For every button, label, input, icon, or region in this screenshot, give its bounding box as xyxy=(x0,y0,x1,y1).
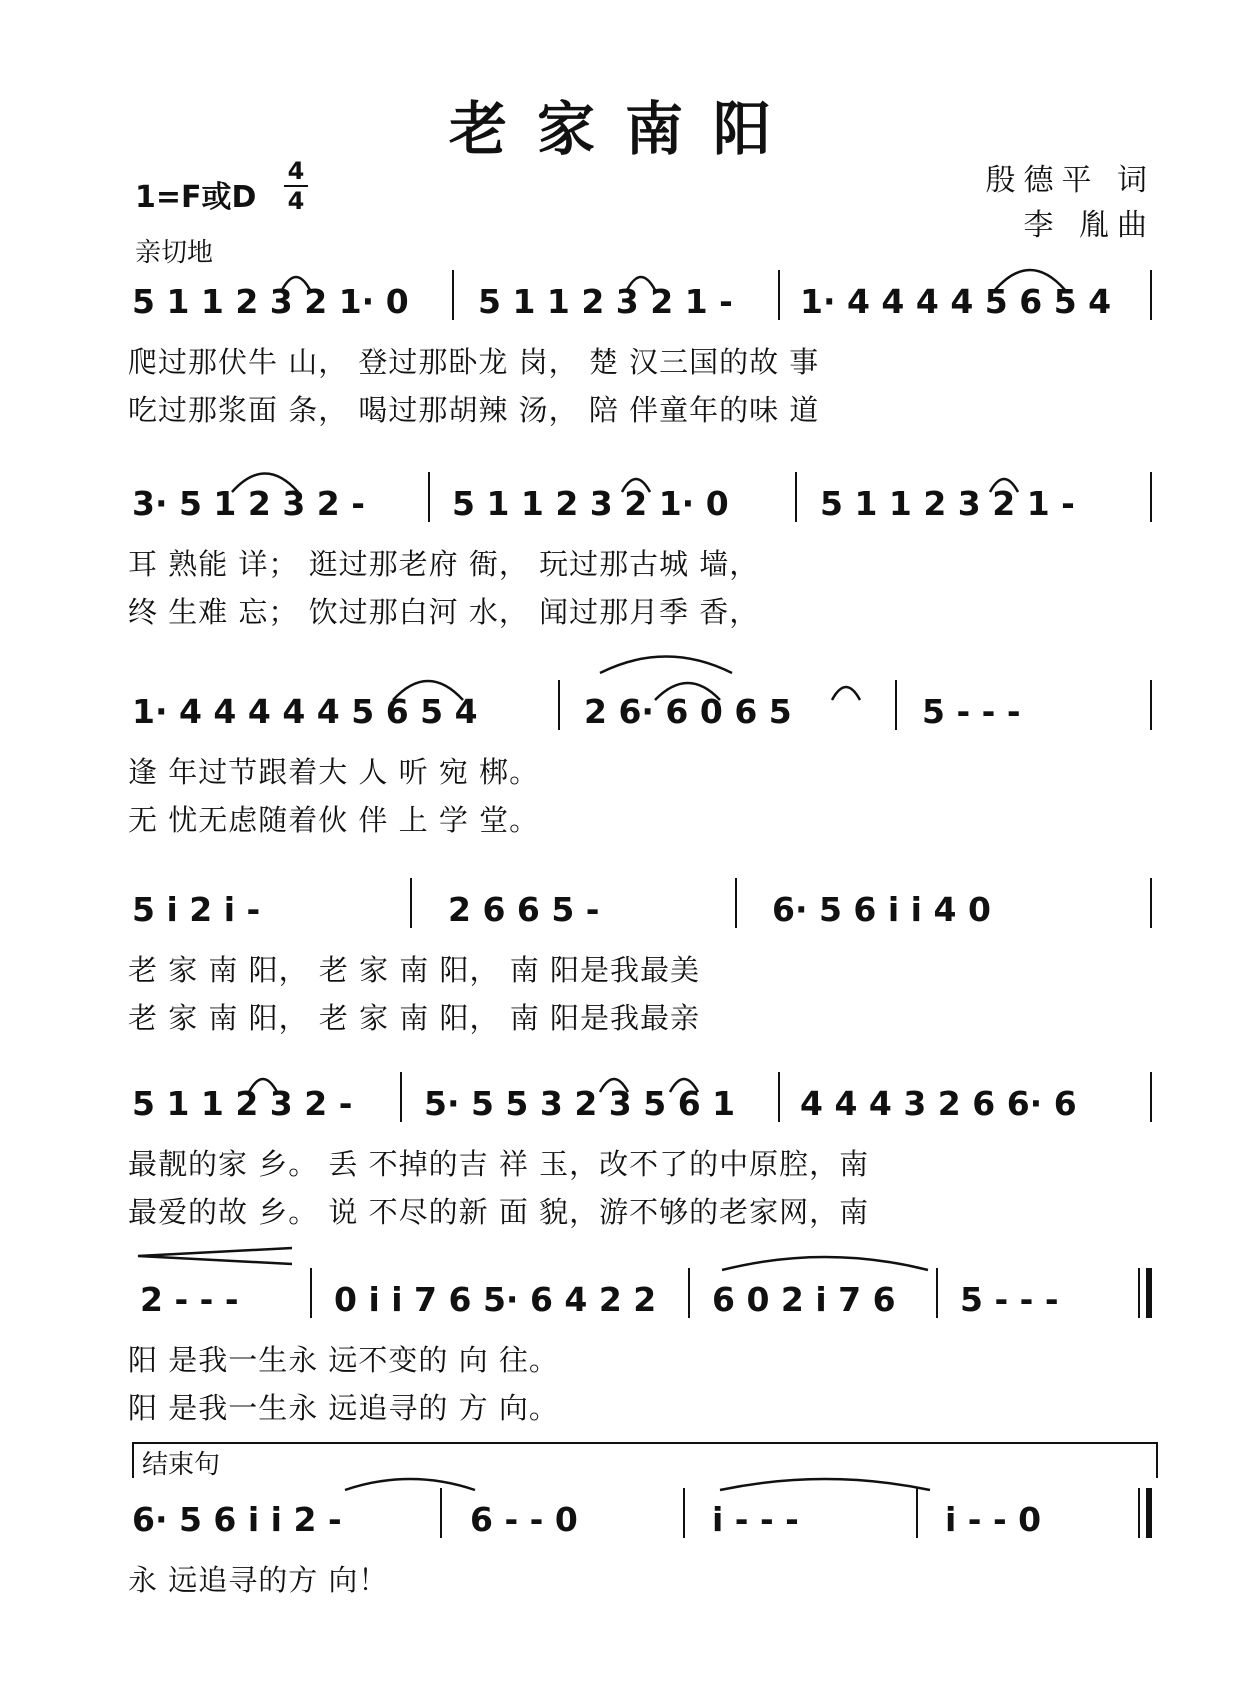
measure: 6 0 2 i 7 6 xyxy=(712,1280,896,1319)
slur xyxy=(990,479,1018,492)
measure: 1· 4 4 4 4 5 6 5 4 xyxy=(800,282,1112,321)
lyric-line-verse2: 终 生难 忘； 饮过那白河 水， 闻过那月季 香， xyxy=(128,595,760,629)
slur xyxy=(232,474,298,493)
lyric-line-verse2: 吃过那浆面 条， 喝过那胡辣 汤， 陪 伴童年的味 道 xyxy=(128,393,820,427)
lyric-line-verse1: 爬过那伏牛 山， 登过那卧龙 岗， 楚 汉三国的故 事 xyxy=(128,345,820,379)
measure: 2 - - - xyxy=(140,1280,239,1319)
slur xyxy=(282,277,310,290)
slur xyxy=(345,1479,475,1490)
composer-credit: 李 胤曲 xyxy=(1023,208,1155,243)
measure: 6· 5 6 i i 2 - xyxy=(132,1500,342,1539)
slur xyxy=(720,1479,930,1490)
lyric-line-verse1: 永 远追寻的方 向！ xyxy=(128,1563,389,1597)
lyric-line-verse1: 阳 是我一生永 远不变的 向 往。 xyxy=(128,1343,559,1377)
measure: 5 - - - xyxy=(922,692,1021,731)
crescendo xyxy=(138,1248,292,1264)
lyric-line-verse2: 最爱的故 乡。 说 不尽的新 面 貌，游不够的老家网，南 xyxy=(128,1195,870,1229)
measure: 1· 4 4 4 4 4 5 6 5 4 xyxy=(132,692,478,731)
measure: 2 6· 6 0 6 5 xyxy=(584,692,792,731)
lyric-line-verse1: 老 家 南 阳， 老 家 南 阳， 南 阳是我最美 xyxy=(128,953,700,987)
slur xyxy=(600,1079,628,1092)
lyric-line-verse2: 老 家 南 阳， 老 家 南 阳， 南 阳是我最亲 xyxy=(128,1001,700,1035)
measure: i - - 0 xyxy=(945,1500,1042,1539)
measure: 5 1 1 2 3 2 1· 0 xyxy=(132,282,409,321)
measure: 5 1 1 2 3 2 - xyxy=(132,1084,353,1123)
lyric-line-verse2: 无 忧无虑随着伙 伴 上 学 堂。 xyxy=(128,803,540,837)
measure: 5 1 1 2 3 2 1 - xyxy=(820,484,1075,523)
slur xyxy=(995,270,1065,290)
measure: 2 6 6 5 - xyxy=(448,890,600,929)
measure: 5 i 2 i - xyxy=(132,890,261,929)
measure: 0 i i 7 6 5· 6 4 2 2 xyxy=(334,1280,657,1319)
slur xyxy=(600,657,732,674)
lyric-line-verse1: 最靓的家 乡。 丢 不掉的吉 祥 玉，改不了的中原腔，南 xyxy=(128,1147,870,1181)
slur xyxy=(622,479,650,492)
lyric-line-verse1: 逢 年过节跟着大 人 听 宛 梆。 xyxy=(128,755,540,789)
slur xyxy=(832,687,860,700)
ending-label: 结束句 xyxy=(142,1450,221,1480)
page-title: 老家南阳 xyxy=(448,95,801,163)
time-denominator: 4 xyxy=(287,187,305,215)
measure: 5· 5 5 3 2 3 5 6 1 xyxy=(424,1084,736,1123)
measure: 6 - - 0 xyxy=(470,1500,578,1539)
measure: 5 1 1 2 3 2 1· 0 xyxy=(452,484,729,523)
measure: 3· 5 1 2 3 2 - xyxy=(132,484,365,523)
slur xyxy=(670,1079,698,1092)
slur xyxy=(627,277,655,290)
measure: 6· 5 6 i i 4 0 xyxy=(772,890,991,929)
lyric-line-verse2: 阳 是我一生永 远追寻的 方 向。 xyxy=(128,1391,559,1425)
measure: i - - - xyxy=(712,1500,799,1539)
lyric-line-verse1: 耳 熟能 详； 逛过那老府 衙， 玩过那古城 墙， xyxy=(128,547,760,581)
slur xyxy=(655,683,720,700)
slur xyxy=(393,681,463,700)
measure: 4 4 4 3 2 6 6· 6 xyxy=(800,1084,1077,1123)
time-numerator: 4 xyxy=(287,157,305,185)
key-signature: 1=F或D xyxy=(135,180,257,215)
tempo-marking: 亲切地 xyxy=(135,238,214,268)
measure: 5 1 1 2 3 2 1 - xyxy=(478,282,733,321)
measure: 5 - - - xyxy=(960,1280,1059,1319)
slur xyxy=(722,1257,928,1270)
slur xyxy=(249,1079,277,1092)
lyricist-credit: 殷德平 词 xyxy=(985,163,1155,198)
